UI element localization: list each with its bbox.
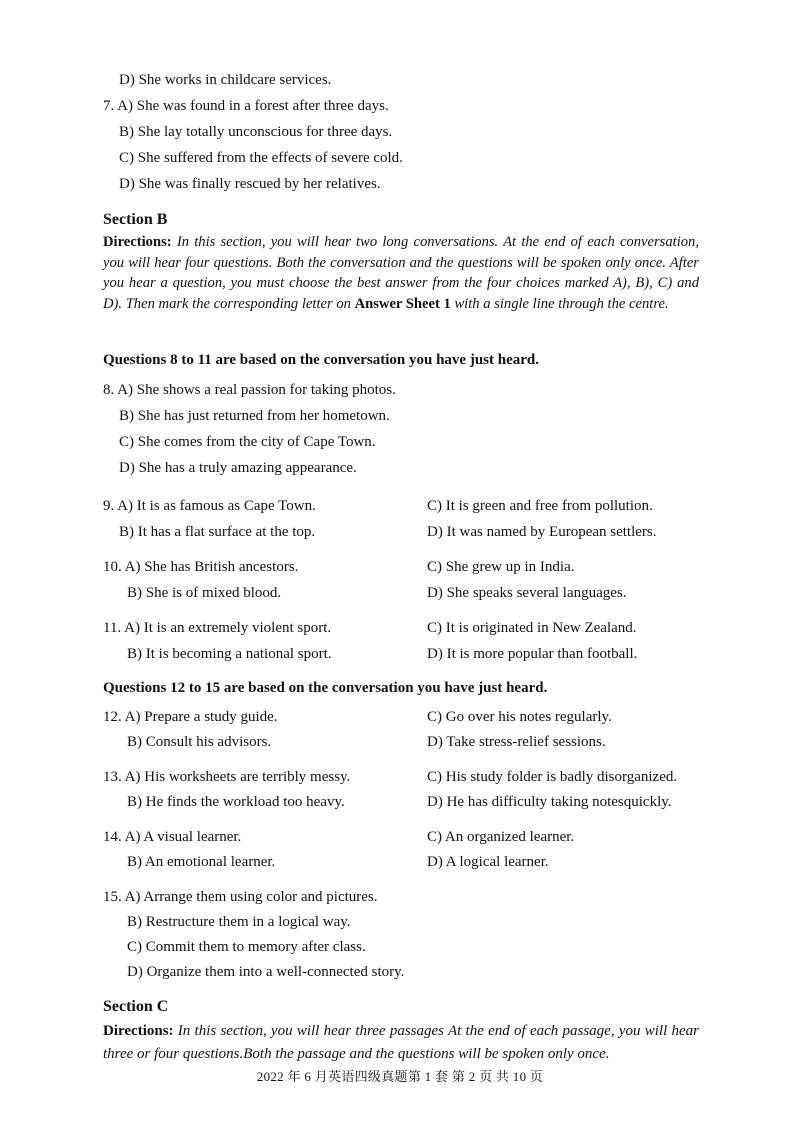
q8-option-c: C) She comes from the city of Cape Town. [119, 434, 376, 450]
q14-option-a: 14. A) A visual learner. [103, 829, 242, 845]
q14-option-c: C) An organized learner. [427, 829, 575, 845]
q8-option-a: 8. A) She shows a real passion for taking photos. [103, 382, 396, 398]
q13-option-b: B) He finds the workload too heavy. [127, 794, 345, 810]
q15-option-d: D) Organize them into a well-connected story. [127, 964, 405, 980]
questions-12-15-heading: Questions 12 to 15 are based on the conversation you have just heard. [103, 680, 548, 696]
section-c-directions [103, 1020, 699, 1066]
q8-option-b: B) She has just returned from her hometown. [119, 408, 390, 424]
q12-option-c: C) Go over his notes regularly. [427, 709, 612, 725]
q15-option-a: 15. A) Arrange them using color and pictures. [103, 889, 378, 905]
q7-option-d: D) She was finally rescued by her relatives. [119, 176, 381, 192]
q9-option-c: C) It is green and free from pollution. [427, 498, 653, 514]
q9-option-d: D) It was named by European settlers. [427, 524, 657, 540]
q8-option-d: D) She has a truly amazing appearance. [119, 460, 357, 476]
q14-option-d: D) A logical learner. [427, 854, 549, 870]
q15-option-b: B) Restructure them in a logical way. [127, 914, 351, 930]
q13-option-d: D) He has difficulty taking notesquickly. [427, 794, 672, 810]
q11-option-b: B) It is becoming a national sport. [127, 646, 332, 662]
q13-option-a: 13. A) His worksheets are terribly messy. [103, 769, 351, 785]
q11-option-c: C) It is originated in New Zealand. [427, 620, 637, 636]
q9-option-b: B) It has a flat surface at the top. [119, 524, 316, 540]
section-b-title: Section B [103, 211, 168, 228]
q13-option-c: C) His study folder is badly disorganized. [427, 769, 678, 785]
section-b-directions-text-end: with a single line through the centre. [450, 295, 669, 312]
answer-sheet-label: Answer Sheet 1 [354, 295, 451, 312]
q9-option-a: 9. A) It is as famous as Cape Town. [103, 498, 316, 514]
section-c-directions-text: In this section, you will hear three passages At the end of each passage, you will hear three or four questions.Both the passage and the questions will be spoken only once. [103, 1023, 699, 1062]
section-b-directions-text: In this section, you will hear two long conversations. At the end of each conversation, you will hear four questions. Both the conversation and the questions will be spoken only once. After you hear a question, you must choose the best answer from the four choices marked A), B), C) and D). Then mark the corresponding letter on [103, 234, 699, 312]
q12-option-b: B) Consult his advisors. [127, 734, 272, 750]
page-footer: 2022 年 6 月英语四级真题第 1 套 第 2 页 共 10 页 [256, 1069, 544, 1084]
questions-8-11-heading: Questions 8 to 11 are based on the conversation you have just heard. [103, 352, 539, 368]
section-c-directions-label: Directions: [103, 1023, 174, 1039]
q6-option-d: D) She works in childcare services. [119, 72, 332, 88]
q10-option-d: D) She speaks several languages. [427, 585, 627, 601]
q12-option-d: D) Take stress-relief sessions. [427, 734, 606, 750]
section-b-directions-label: Directions: [103, 234, 172, 250]
q7-option-b: B) She lay totally unconscious for three days. [119, 124, 393, 140]
section-c-title: Section C [103, 998, 169, 1015]
section-b-directions [103, 232, 699, 314]
q10-option-b: B) She is of mixed blood. [127, 585, 282, 601]
q12-option-a: 12. A) Prepare a study guide. [103, 709, 278, 725]
q10-option-c: C) She grew up in India. [427, 559, 575, 575]
q15-option-c: C) Commit them to memory after class. [127, 939, 366, 955]
q7-option-a: 7. A) She was found in a forest after three days. [103, 98, 389, 114]
q7-option-c: C) She suffered from the effects of severe cold. [119, 150, 403, 166]
q11-option-d: D) It is more popular than football. [427, 646, 638, 662]
q10-option-a: 10. A) She has British ancestors. [103, 559, 299, 575]
q14-option-b: B) An emotional learner. [127, 854, 276, 870]
q11-option-a: 11. A) It is an extremely violent sport. [103, 620, 332, 636]
